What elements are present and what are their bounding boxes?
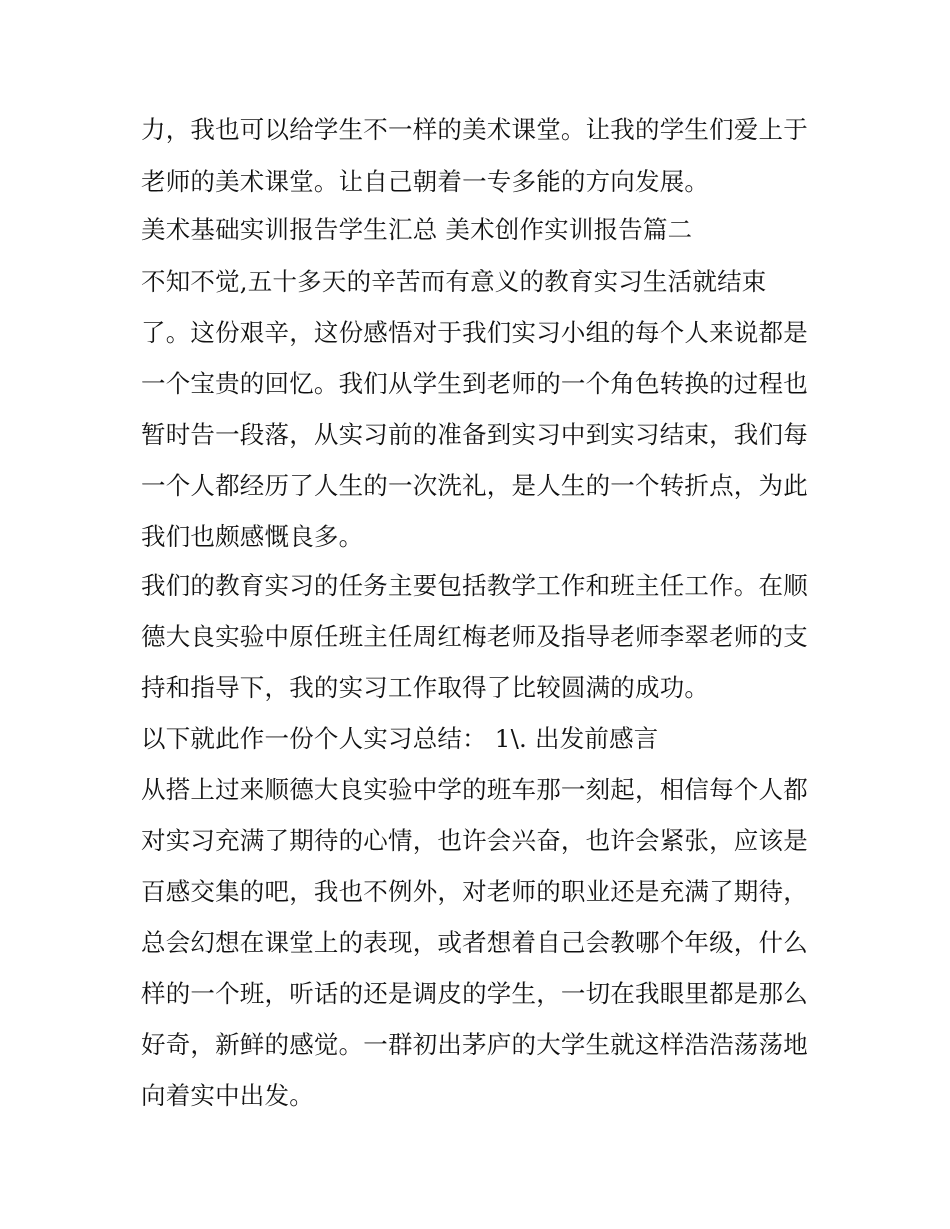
- section-heading: 美术基础实训报告学生汇总 美术创作实训报告篇二: [141, 215, 693, 244]
- text-line: 了。这份艰辛，这份感悟对于我们实习小组的每个人来说都是: [141, 318, 808, 347]
- text-line: 持和指导下，我的实习工作取得了比较圆满的成功。: [141, 673, 710, 702]
- text-line: 我们的教育实习的任务主要包括教学工作和班主任工作。在顺: [141, 571, 808, 600]
- text-line: 百感交集的吧，我也不例外，对老师的职业还是充满了期待，: [141, 877, 808, 906]
- text-line: 总会幻想在课堂上的表现，或者想着自己会教哪个年级，什么: [141, 928, 808, 957]
- text-line: 老师的美术课堂。让自己朝着一专多能的方向发展。: [141, 167, 710, 196]
- text-line: 一个人都经历了人生的一次洗礼，是人生的一个转折点，为此: [141, 471, 808, 500]
- text-line: 以下就此作一份个人实习总结： 1\. 出发前感言: [141, 724, 659, 753]
- text-line: 一个宝贵的回忆。我们从学生到老师的一个角色转换的过程也: [141, 369, 808, 398]
- text-line: 对实习充满了期待的心情，也许会兴奋，也许会紧张，应该是: [141, 826, 808, 855]
- text-line: 样的一个班，听话的还是调皮的学生，一切在我眼里都是那么: [141, 979, 808, 1008]
- text-line: 好奇，新鲜的感觉。一群初出茅庐的大学生就这样浩浩荡荡地: [141, 1030, 808, 1059]
- text-line: 从搭上过来顺德大良实验中学的班车那一刻起，相信每个人都: [141, 775, 808, 804]
- text-line: 不知不觉,五十多天的辛苦而有意义的教育实习生活就结束: [141, 267, 767, 296]
- text-line: 德大良实验中原任班主任周红梅老师及指导老师李翠老师的支: [141, 622, 808, 651]
- text-line: 向着实中出发。: [141, 1081, 314, 1110]
- text-line: 力，我也可以给学生不一样的美术课堂。让我的学生们爱上于: [141, 115, 808, 144]
- text-line: 暂时告一段落，从实习前的准备到实习中到实习结束，我们每: [141, 420, 808, 449]
- text-line: 我们也颇感慨良多。: [141, 522, 364, 551]
